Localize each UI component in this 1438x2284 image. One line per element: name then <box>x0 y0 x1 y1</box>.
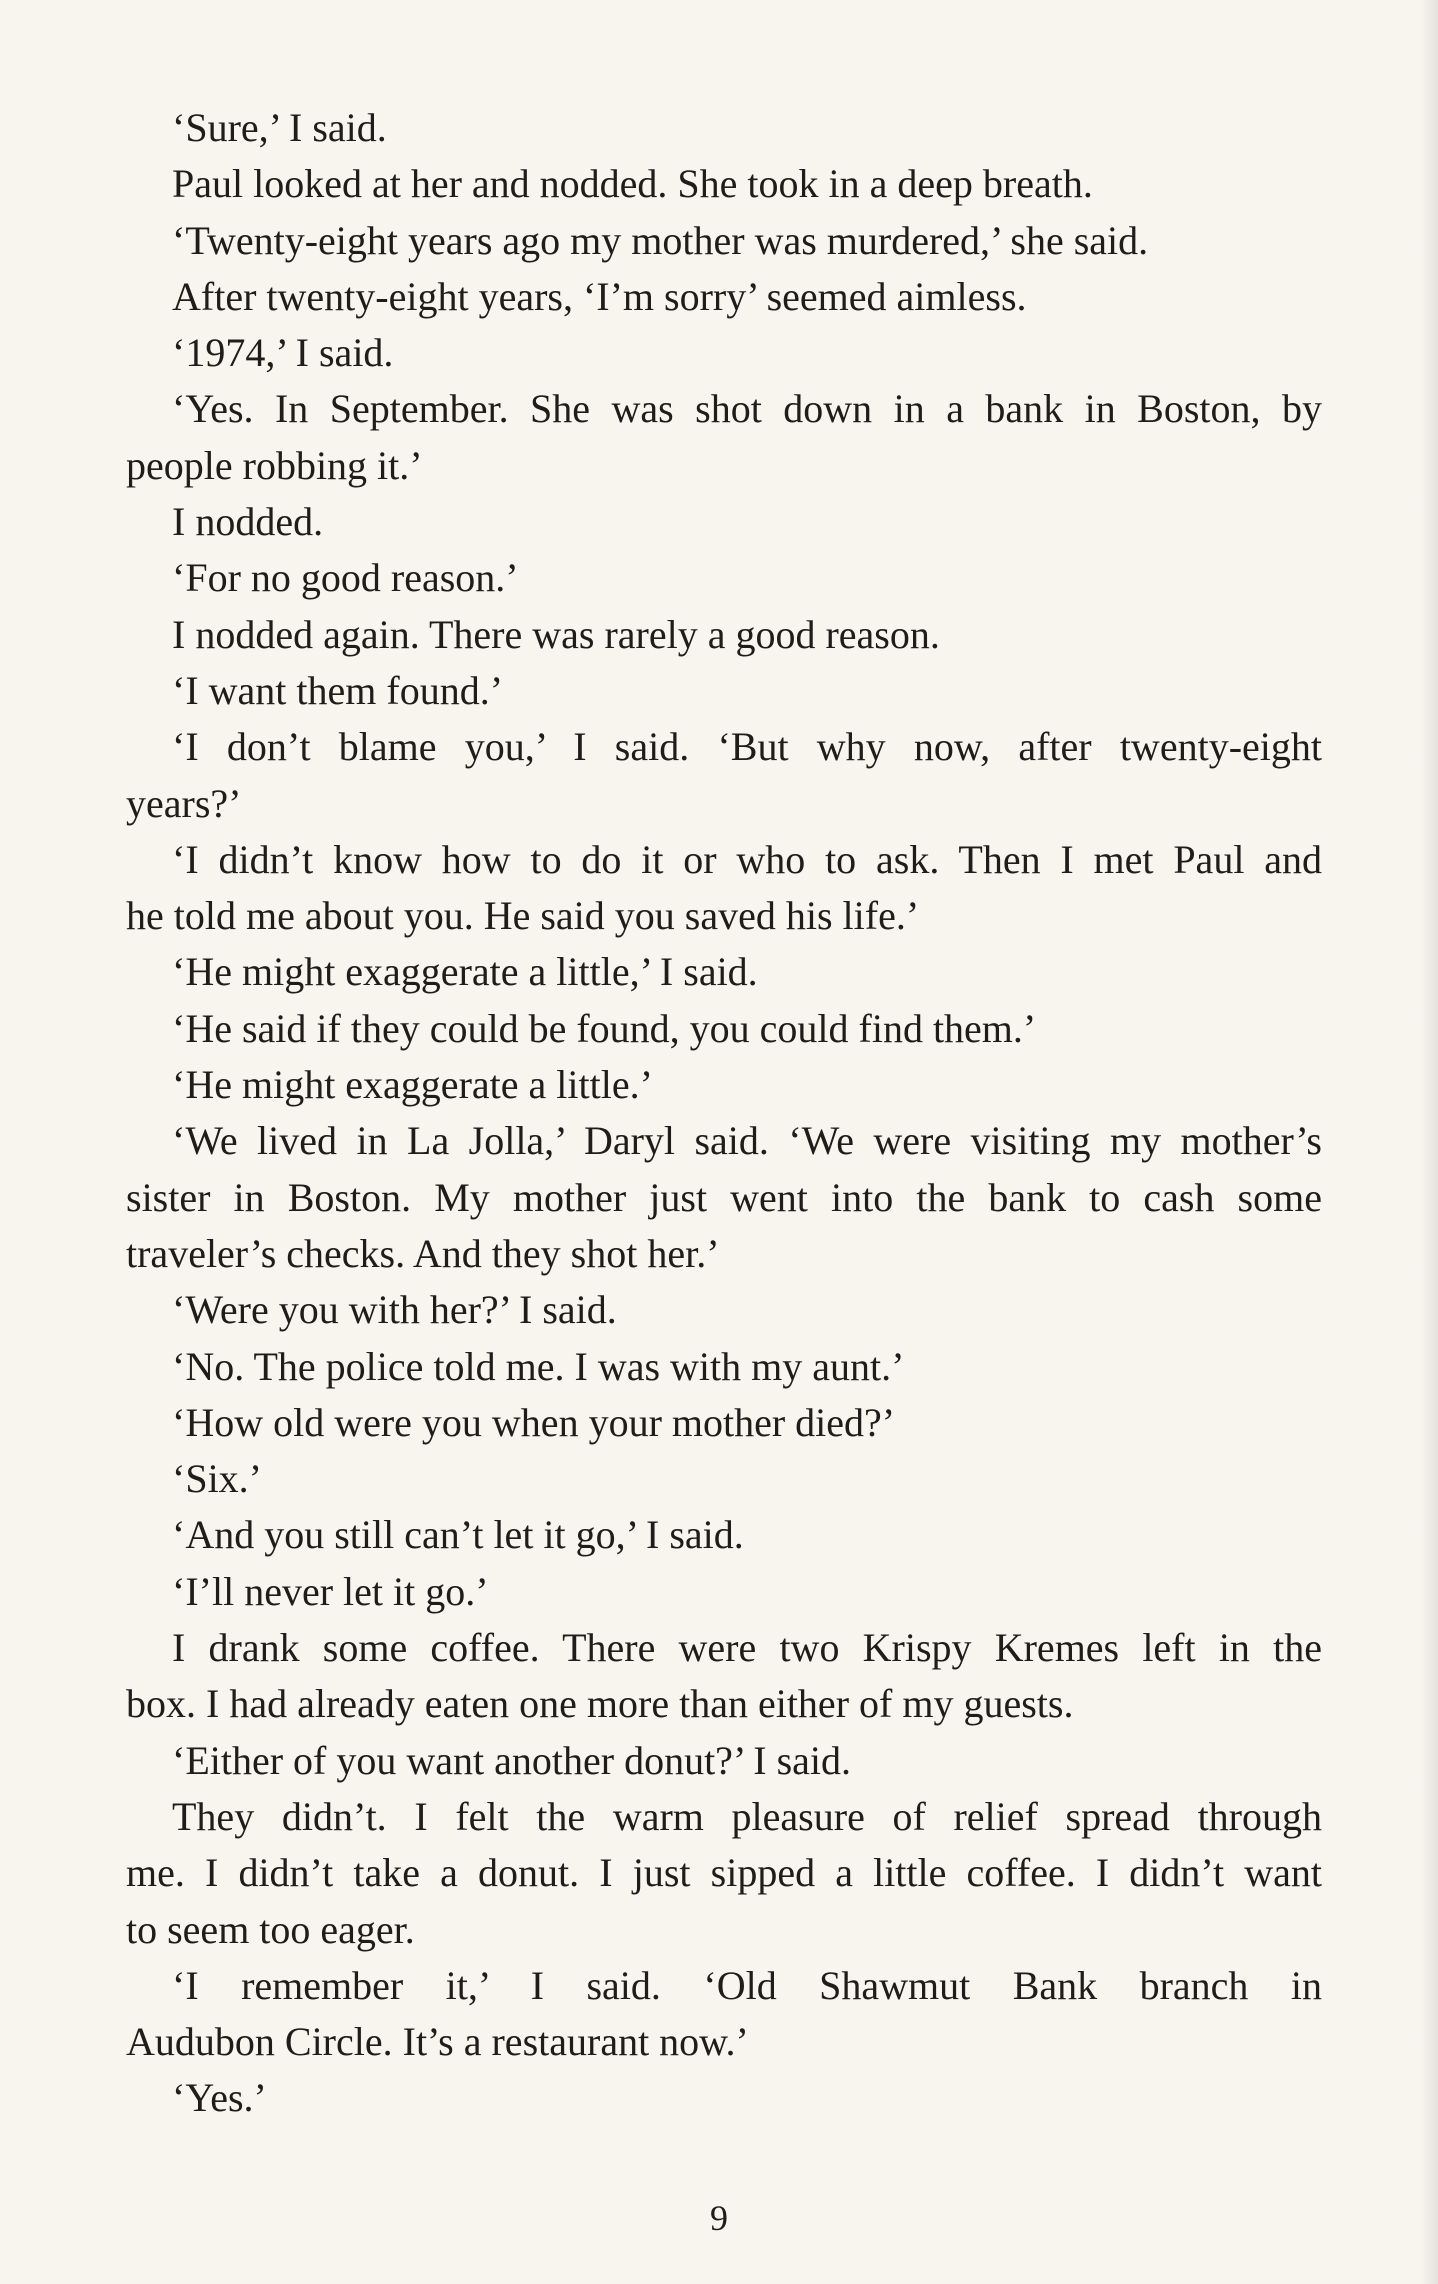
text-line: ‘Twenty-eight years ago my mother was murdered,’ she said. <box>172 217 1149 263</box>
text-line: ‘Sure,’ I said. <box>172 105 387 150</box>
text-line: ‘How old were you when your mother died?’ <box>172 1399 896 1445</box>
page-number: 9 <box>710 2198 728 2238</box>
text-line: ‘No. The police told me. I was with my aunt.’ <box>172 1343 905 1389</box>
text-line: ‘He might exaggerate a little.’ <box>172 1062 653 1108</box>
text-line: After twenty-eight years, ‘I’m sorry’ seemed aimless. <box>172 273 1027 319</box>
text-line: ‘Six.’ <box>172 1456 262 1502</box>
text-line: ‘Either of you want another donut?’ I said. <box>172 1737 852 1783</box>
text-line: I drank some coffee. There were two Krispy Kremes left in the <box>172 1625 1322 1671</box>
text-line: people robbing it.’ <box>126 442 423 488</box>
text-line: ‘And you still can’t let it go,’ I said. <box>172 1512 744 1558</box>
text-line: traveler’s checks. And they shot her.’ <box>126 1230 720 1276</box>
body-text <box>126 100 1322 2127</box>
text-line: ‘We lived in La Jolla,’ Daryl said. ‘We were visiting my mother’s <box>172 1118 1322 1164</box>
text-line: ‘I don’t blame you,’ I said. ‘But why now, after twenty-eight <box>172 724 1322 770</box>
text-line: ‘He might exaggerate a little,’ I said. <box>172 949 758 995</box>
text-line: ‘Yes. In September. She was shot down in a bank in Boston, by <box>172 386 1322 432</box>
text-line: ‘I didn’t know how to do it or who to ask. Then I met Paul and <box>172 836 1322 882</box>
text-line: Paul looked at her and nodded. She took in a deep breath. <box>172 161 1093 207</box>
text-line: ‘Were you with her?’ I said. <box>172 1287 617 1333</box>
text-line: ‘I remember it,’ I said. ‘Old Shawmut Bank branch in <box>172 1962 1322 2008</box>
text-line: ‘1974,’ I said. <box>172 330 394 376</box>
text-line: Audubon Circle. It’s a restaurant now.’ <box>126 2019 749 2065</box>
text-line: I nodded. <box>172 499 324 545</box>
page-edge-shadow <box>1420 0 1438 2284</box>
text-line: he told me about you. He said you saved his life.’ <box>126 893 920 939</box>
text-line: box. I had already eaten one more than either of my guests. <box>126 1681 1074 1727</box>
text-line: ‘Yes.’ <box>172 2075 267 2121</box>
text-line: ‘I want them found.’ <box>172 667 504 713</box>
text-line: me. I didn’t take a donut. I just sipped a little coffee. I didn’t want <box>126 1850 1322 1896</box>
text-line: They didn’t. I felt the warm pleasure of relief spread through <box>172 1793 1322 1839</box>
text-line: years?’ <box>126 780 242 826</box>
text-line: ‘For no good reason.’ <box>172 555 519 601</box>
text-line: ‘He said if they could be found, you could find them.’ <box>172 1005 1037 1051</box>
text-line: to seem too eager. <box>126 1906 415 1952</box>
text-line: sister in Boston. My mother just went into the bank to cash some <box>126 1174 1322 1220</box>
text-line: ‘I’ll never let it go.’ <box>172 1568 489 1614</box>
text-line: I nodded again. There was rarely a good reason. <box>172 611 940 657</box>
